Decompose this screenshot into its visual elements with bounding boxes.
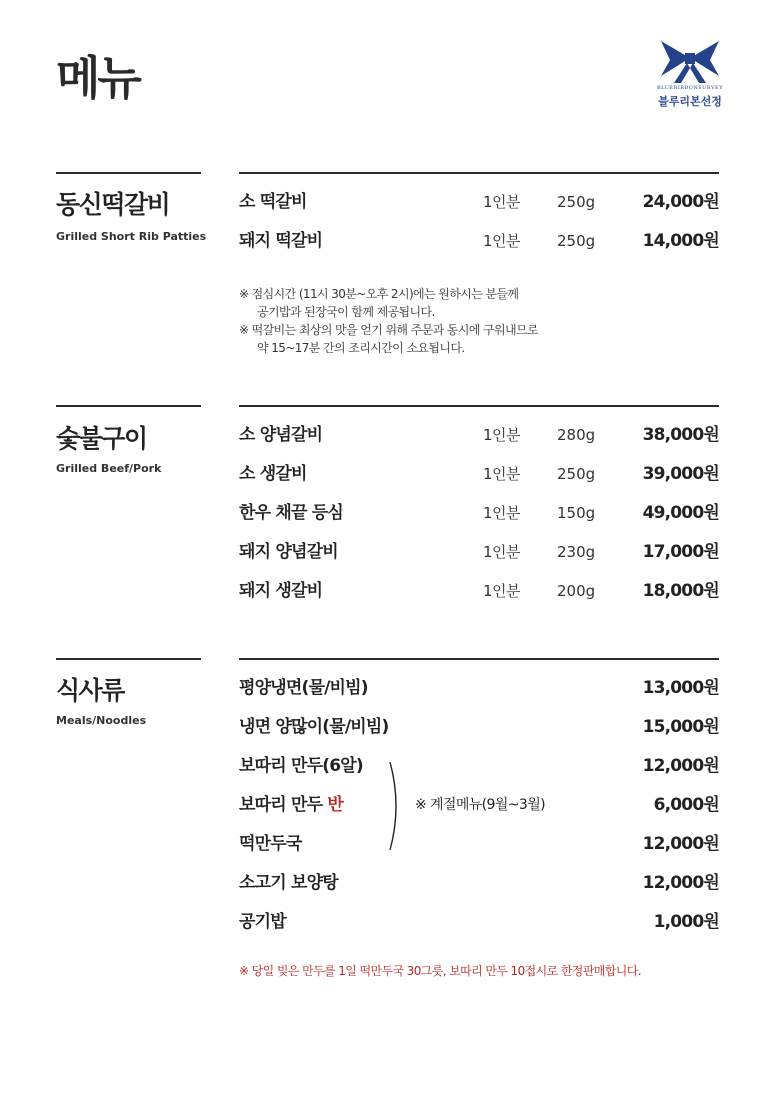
blue-ribbon-logo — [640, 38, 740, 109]
item-weight: 200g — [557, 582, 596, 600]
item-name — [239, 791, 343, 819]
item-price: 12,000원 — [642, 834, 719, 854]
item-price: 12,000원 — [642, 873, 719, 893]
item-price: 12,000원 — [642, 756, 719, 776]
item-name: 소 떡갈비 — [239, 192, 307, 212]
item-name: 평양냉면(물/비빔) — [239, 678, 368, 698]
section-3-left-rule — [56, 658, 201, 660]
item-unit: 1인분 — [483, 504, 521, 522]
item-name: 떡만두국 — [239, 834, 302, 854]
menu-row — [239, 421, 719, 449]
seasonal-menu-note: ※ 계절메뉴(9월~3월) — [415, 797, 545, 813]
item-price: 6,000원 — [653, 795, 719, 815]
item-price: 24,000원 — [642, 192, 719, 212]
item-unit: 1인분 — [483, 465, 521, 483]
menu-row — [239, 830, 719, 858]
menu-row — [239, 188, 719, 216]
section-3-right-rule — [239, 658, 719, 660]
item-price: 13,000원 — [642, 678, 719, 698]
item-name: 소 양념갈비 — [239, 425, 323, 445]
menu-row — [239, 752, 719, 780]
menu-row — [239, 577, 719, 605]
item-name: 소 생갈비 — [239, 464, 307, 484]
item-name: 돼지 생갈비 — [239, 581, 323, 601]
menu-row — [239, 674, 719, 702]
item-unit: 1인분 — [483, 193, 521, 211]
item-weight: 250g — [557, 193, 596, 211]
item-price: 49,000원 — [642, 503, 719, 523]
cooking-time-note: ※ 떡갈비는 최상의 맛을 얻기 위해 주문과 동시에 구워내므로 — [239, 323, 538, 337]
item-name: 보따리 만두(6알) — [239, 756, 363, 776]
lunch-note: ※ 점심시간 (11시 30분~오후 2시)에는 원하시는 분들께 — [239, 287, 519, 301]
item-name: 돼지 양념갈비 — [239, 542, 338, 562]
item-price: 39,000원 — [642, 464, 719, 484]
menu-row — [239, 227, 719, 255]
section-1-right-rule — [239, 172, 719, 174]
menu-row — [239, 869, 719, 897]
ribbon-icon — [657, 38, 723, 84]
item-weight: 280g — [557, 426, 596, 444]
item-name: 냉면 양많이(물/비빔) — [239, 717, 389, 737]
seasonal-bracket — [388, 760, 404, 852]
item-weight: 250g — [557, 465, 596, 483]
item-name: 한우 채끝 등심 — [239, 503, 343, 523]
section-1-left-rule — [56, 172, 201, 174]
lunch-note-continued: 공기밥과 된장국이 함께 제공됩니다. — [257, 305, 435, 319]
item-name: 공기밥 — [239, 912, 286, 932]
dumpling-limit-note: ※ 당일 빚은 만두를 1일 떡만두국 30그릇, 보따리 만두 10접시로 한정판매합니다. — [239, 964, 641, 978]
menu-row — [239, 460, 719, 488]
section-subtitle-donshin: Grilled Short Rib Patties — [56, 230, 207, 243]
item-name: 소고기 보양탕 — [239, 873, 338, 893]
section-2-left-rule — [56, 405, 201, 407]
cooking-time-note-continued: 약 15~17분 간의 조리시간이 소요됩니다. — [257, 341, 465, 355]
item-name: 돼지 떡갈비 — [239, 231, 323, 251]
section-title-charcoal: 숯불구이 — [56, 424, 147, 453]
page-title: 메뉴 — [56, 51, 139, 105]
menu-row — [239, 499, 719, 527]
item-unit: 1인분 — [483, 426, 521, 444]
item-name-text: 보따리 만두 — [239, 795, 328, 815]
item-weight: 250g — [557, 232, 596, 250]
item-unit: 1인분 — [483, 582, 521, 600]
item-price: 18,000원 — [642, 581, 719, 601]
section-title-donshin: 동신떡갈비 — [56, 190, 170, 219]
menu-row — [239, 908, 719, 936]
item-price: 15,000원 — [642, 717, 719, 737]
item-price: 38,000원 — [642, 425, 719, 445]
item-weight: 230g — [557, 543, 596, 561]
item-price: 1,000원 — [653, 912, 719, 932]
section-title-meals: 식사류 — [56, 676, 124, 705]
section-subtitle-meals: Meals/Noodles — [56, 714, 147, 727]
item-half-accent: 반 — [327, 795, 343, 815]
item-unit: 1인분 — [483, 232, 521, 250]
item-unit: 1인분 — [483, 543, 521, 561]
section-2-right-rule — [239, 405, 719, 407]
section-subtitle-charcoal: Grilled Beef/Pork — [56, 462, 162, 475]
logo-small-text: BLUERIBBONSURVEY — [656, 85, 724, 91]
item-price: 14,000원 — [642, 231, 719, 251]
menu-row — [239, 538, 719, 566]
item-weight: 150g — [557, 504, 596, 522]
item-price: 17,000원 — [642, 542, 719, 562]
menu-row — [239, 713, 719, 741]
logo-name: 블루리본선정 — [658, 95, 722, 108]
